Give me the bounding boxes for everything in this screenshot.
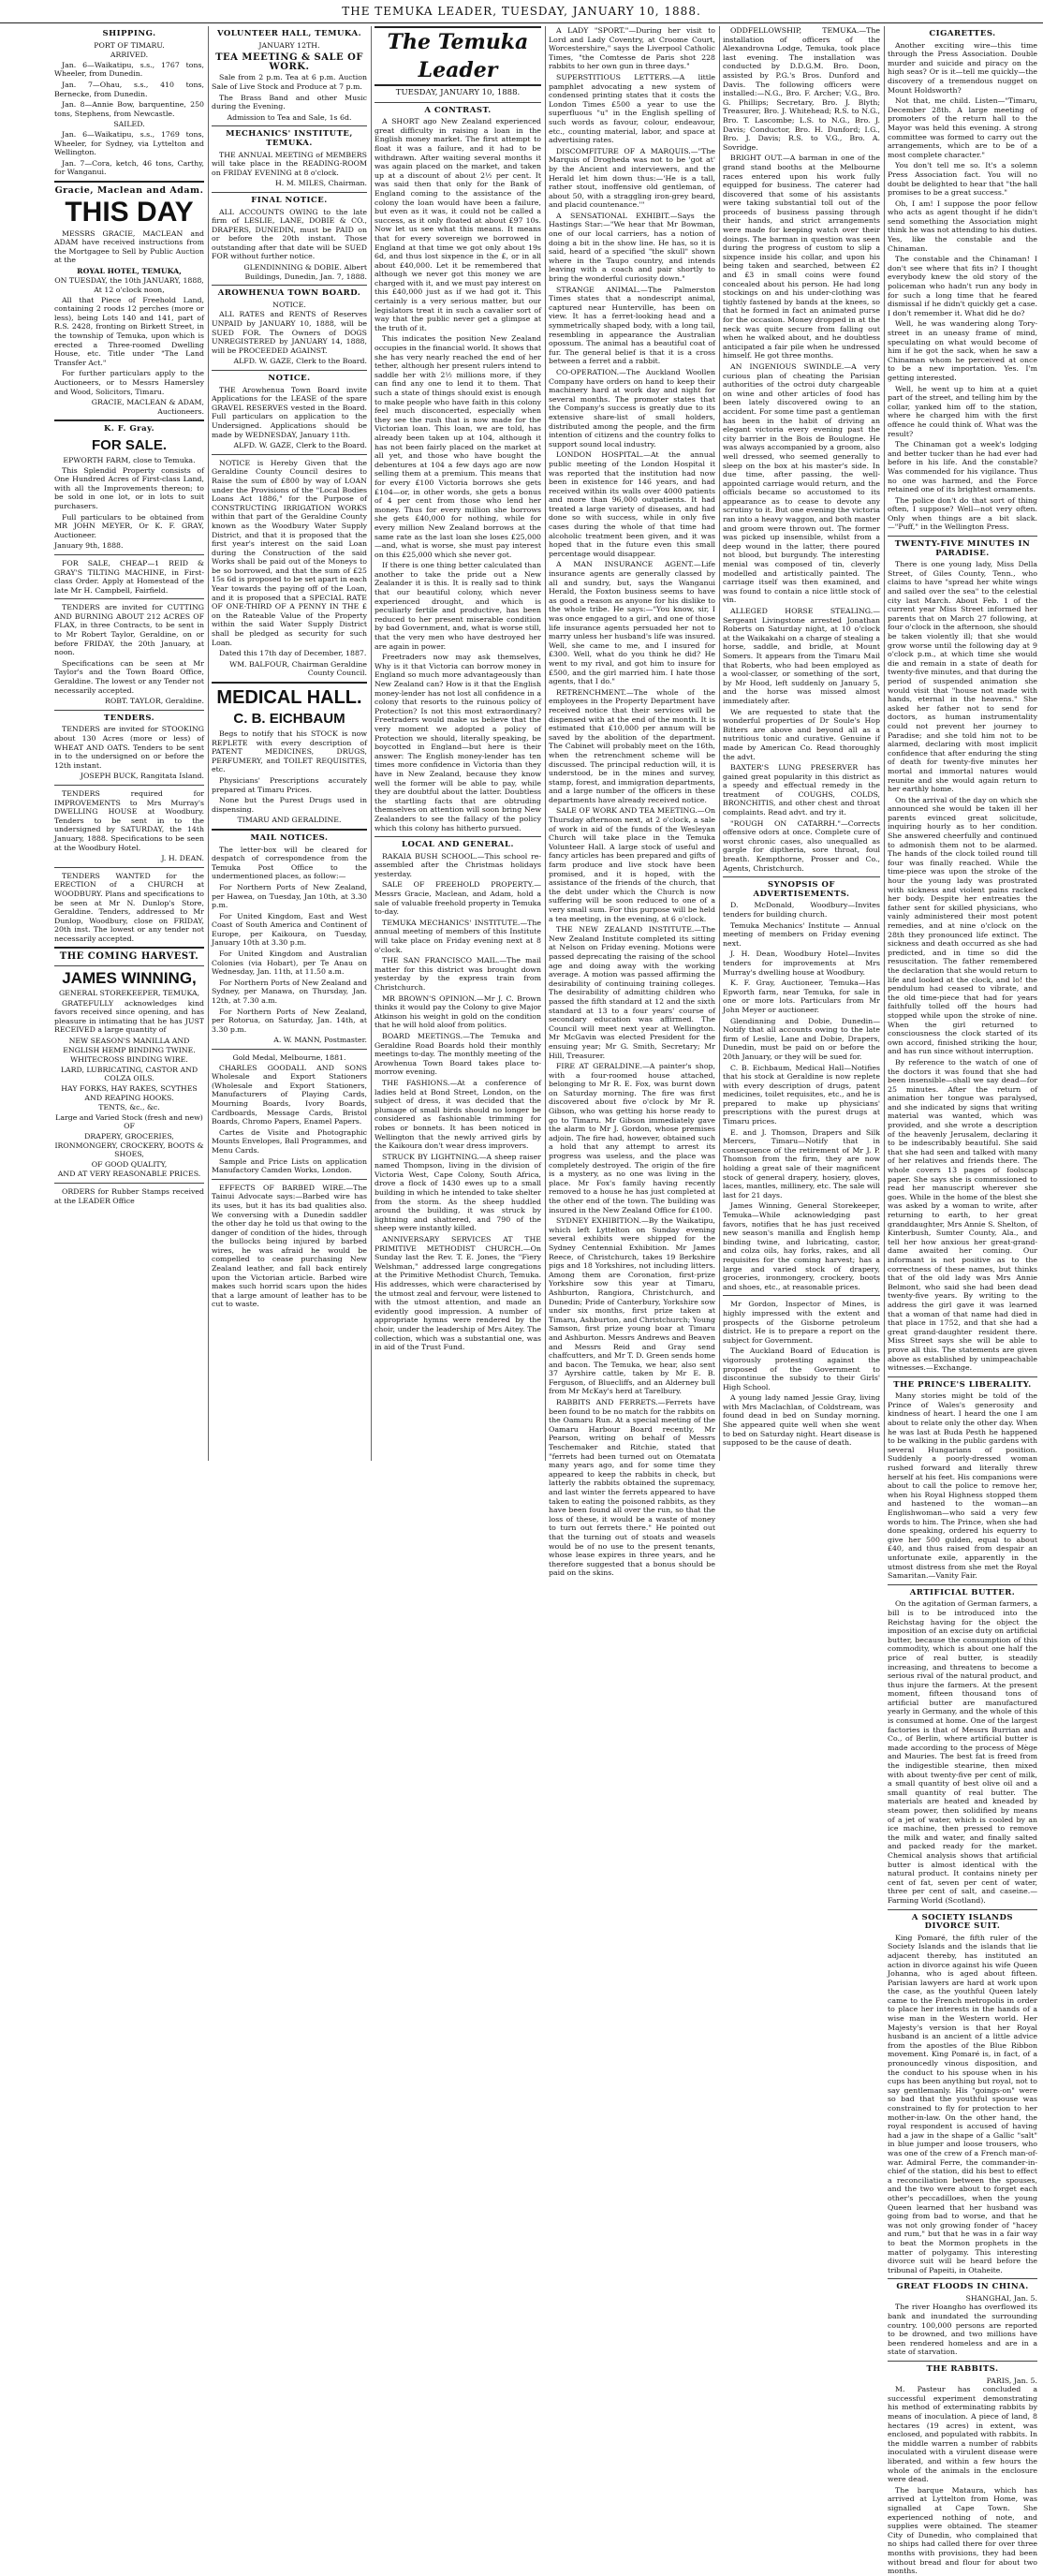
sailing-entry: Jan. 7—Cora, ketch, 46 tons, Carthy, for Wanganui. [54, 158, 204, 177]
floods-paragraph: The river Hoangho has overflowed its bank and inundated the surrounding country. 100,000 persons are reported to be drowned, and two millions have been rendered homeless and are in a state of starvation. [888, 2303, 1037, 2357]
synopsis-heading: SYNOPSIS OF ADVERTISEMENTS. [753, 880, 850, 899]
article-paragraph: This indicates the position New Zealand occupies in the financial world. It shows that she has very nearly reached the end of her tether, although her present rulers intend to saddle her with 2½ millions more, if they can find any one to lend it to them. That such a state of things should exist is enough to make people who have faith in this colony feel much disconcerted, especially when they see the rush that is now made for the Victorian loan. This loan, we are told, has already been taken up at 104, although it has not been fairly placed on the market at all yet, and those who have bought the debentures at 104 a few days ago are now selling them at a premium. This means that for every £100 Victoria borrows she gets £104—or, in other words, she gets a bonus of 4 per cent from those who lend her money. Thus for every million she borrows she gets £40,000 for nothing, while for every million New Zealand borrows at the same rate as the last loan she loses £25,000—and, what is worse, she must pay interest on this £25,000 which she never got. [375, 334, 541, 559]
gold-medal: Gold Medal, Melbourne, 1881. [232, 1053, 346, 1062]
synopsis-item: Temuka Mechanics' Institute — Annual meeting of members on Friday evening next. [723, 920, 880, 948]
column-3 [375, 26, 541, 1461]
prices: AND AT VERY REASONABLE PRICES. [57, 1170, 201, 1179]
firm-heading: Gracie, Maclean and Adam. [54, 184, 204, 196]
mail-entry: For Northern Ports of New Zealand and Sydney, per Manawa, on Thursday, Jan. 12th, at 7.30 a.m. [212, 978, 367, 1006]
synopsis-item: K. F. Gray, Auctioneer, Temuka—Has Epworth farm, near Temuka, for sale in one or more lots. Particulars from Mr John Meyer or auctioneer. [723, 979, 880, 1014]
whitecross: WHITECROSS BINDING WIRE. [70, 1055, 188, 1065]
news-item: FIRE AT GERALDINE.—A painter's shop, with a four-roomed house attached, belonging to Mr R. E. Fox, was burnt down on Saturday morning. The fire was first discovered about five o'clock by Mr R. Gibson, who was getting his horse ready to go to Timaru. Mr Gibson immediately gave the alarm to Mr J. Gordon, whose premises adjoin. The fire had, however, obtained such a hold that any attempt to arrest its progress was useless, and the place was completely destroyed. The origin of the fire is a mystery, as no one was living in the place. Mr Fox's family having recently removed to a house he has just completed at the other end of the town. The building was insured in the New Zealand Office for £100. [549, 1062, 715, 1214]
volunteer-hall: VOLUNTEER HALL, TEMUKA. [216, 29, 362, 38]
news-item: A LADY "SPORT."—During her visit to Lord and Lady Coventry, at Croome Court, Worcestershire," says the Liverpool Catholic Times, "the Comtesse de Paris shot 228 rabbits to her own gun in three days." [549, 26, 715, 71]
cig-paragraph: Not that, me child. Listen—"Timaru, December 28th. A large meeting of promoters of the return hall to the Mayor was held this evening. A strong committee was formed to carry out the arrangements, which are to be of a most complete character." [888, 96, 1037, 159]
news-item: MR BROWN'S OPINION.—Mr J. C. Brown thinks it would pay the Colony to give Major Atkinson his weight in gold on the condition that he will hold aloof from politics. [375, 994, 541, 1030]
news-item: DISCOMFITURE OF A MARQUIS.—"The Marquis of Drogheda was not to be 'got at' by the Ancient and interviewers, and the Herald let him down thus:—'He is a tall, rather stout, inoffensive old gentleman, of about 50, with a straggling iron-grey beard, and placid countenance.'" [549, 146, 715, 210]
farm-apply: Full particulars to be obtained from MR JOHN MEYER, Or K. F. GRAY, Auctioneer. [54, 512, 204, 539]
eich-rx: Physicians' Prescriptions accurately prepared at Timaru Prices. [212, 775, 367, 794]
synopsis-item: D. McDonald, Woodbury—Invites tenders for building church. [723, 901, 880, 919]
contrast-heading: A CONTRAST. [424, 105, 492, 115]
goodall-3: Sample and Price Lists on application Manufactory Camden Works, London. [212, 1156, 367, 1175]
quality: OF GOOD QUALITY, [91, 1159, 168, 1169]
james-text: GRATEFULLY acknowledges kind favors received since opening, and has pleasure in intimating that he has JUST RECEIVED a large quantity of [54, 998, 204, 1035]
news-item: We are requested to state that the wonderful properties of Dr Soule's Hop Bitters are above and beyond all as a nutritious tonic and curative. Genuine if made by American Co. Read thoroughly the advt. [723, 707, 880, 761]
column-5 [723, 26, 880, 1461]
cig-paragraph: Well, he was wandering along Tory-street in an uneasy frame of mind, speculating on what would become of him if he got the sack, when he saw a Chinaman whom he perceived at once to be a new importation. Yes. I'm getting interested. [888, 319, 1037, 382]
mechanics-institute: MECHANICS' INSTITUTE, TEMUKA. [226, 129, 353, 148]
cig-paragraph: The Chinaman got a week's lodging and better tucker than he had ever had before in his life. And the constable? Was commended for his vigilance. Thus no one was harmed, and the Force retained one of its brightest ornaments. [888, 440, 1037, 494]
harvest-heading: THE COMING HARVEST. [59, 951, 199, 963]
twine: NEW SEASON'S MANILLA AND ENGLISH HEMP BINDING TWINE. [63, 1037, 196, 1054]
news-item: ODDFELLOWSHIP, TEMUKA.—The installation of officers of the Alexandrovna Lodge, Temuka, took place last evening. The installation was conducted by D.D.G.M. Bro. Doon, assisted by P.G.'s Bros. Dunford and Davis. The following officers were installed:—N.G., Bro. F. Archer; V.G., Bro. G. Phillips; Secretary, Bro. J. Blyth; Treasurer, Bro. J. Whitehead; R.S. to N.G., Bro. T. Lascombe; L.S. to N.G., Bro. J. Davis; Conductor, Bro. H. Dunford; I.G., Bro. J. Davis; R.S. to V.G., Bro. A. Sovridge. [723, 26, 880, 152]
tenders-stooking-sign: JOSEPH BUCK, Rangitata Island. [80, 772, 204, 781]
rabbits-paragraph: The barque Mataura, which has arrived at Lyttelton from Home, was signalled at Cape Town. She experienced nothing of note, and supplies were obtained. The steamer City of Dunedin, who complained that no ships had called there for over three months with provisions, they had been without bread and flour for about two months. [888, 2485, 1037, 2576]
divorce-paragraph: King Pomaré, the fifth ruler of the Society Islands and the islands that lie adjacent thereby, has instituted an action in divorce against his wife Queen Johanna, who is aged about fifteen. Parisian lawyers are hard at work upon the case, as the youthful Queen lately came to the French metropolis in order to place her interests in the hands of a wise man in the Western world. Her Majesty's version is that her Royal husband is an ancient of a little advice from the apostles of the Blue Ribbon movement. King Pomaré is, in fact, of a pronouncedly vinous disposition, and the conduct to his spouse when in his cups has been anything but royal, not to say gentlemanly. His "goings-on" were so bad that the youthful spouse was constrained to fly for protection to her mother-in-law. On the other hand, the royal respondent is accused of having had a jaw in the shape of a Gallic "salt" in blue jumper and loose trousers, who was one of the crew of a French man-of-war. Admiral Ferre, the commander-in-chief of the station, did his best to effect a reconciliation between the spouses, and the two were about to forget each other's peccadilloes, when the young Queen learned that her husband was going from bad to worse, and that he was not only growing fonder of "hacey and rum," but that he was in a fair way to beat the Mormon prophets in the matter of polygamy. This interesting divorce suit will be heard before the tribunal of Papeiti, in Otaheite. [888, 1933, 1037, 2274]
farm-name: EPWORTH FARM, close to Temuka. [63, 455, 196, 464]
paradise-paragraph: On the arrival of the day on which she announced she would be taken ill her parents evinced great solicitude, inquiring hourly as to her condition. She answered cheerfully and continued to admonish them not to be alarmed. The hands of the clock toiled round till four was finally reached. While the time-piece was upon the stroke of the hour the young lady was prostrated with sickness and violent pains racked her body. Despite her entreaties the father sent for skilled physicians, who vainly administered their most potent remedies, and at nine o'clock on the 28th they pronounced life extinct. The sickness and death occurred as she had predicted, and in time so did the resuscitation. The father remembered the declaration that she would return to life and looked at the clock, and lo! the pendulum had ceased to vibrate, and the old time-piece that had for years faithfully tolled off the hours had stopped while upon the stroke of nine. When the girl returned to consciousness the clock started of its own accord, finished striking the hour, and has run since without interruption. [888, 795, 1037, 1056]
final-text: ALL ACCOUNTS OWING to the late firm of LESLIE, LANE, DOBIE & CO., DRAPERS, DUNEDIN, must be PAID on or before the 20th instant. Those outstanding after that date will be SUED FOR without further notice. [212, 207, 367, 261]
arowhenua-board: AROWHENUA TOWN BOARD. [217, 288, 361, 299]
news-item: CO-OPERATION.—The Auckland Woollen Company have orders on hand to keep their machinery hard at work day and night for several months. The promoter states that the Company's success is greatly due to its extensive share-list of small holders, distributed among the people, and the firm intention of citizens and the country folks to support sound local industry. [549, 367, 715, 449]
sale-date: ON TUESDAY, the 10th JANUARY, 1888, At 12 o'clock noon, [54, 276, 204, 295]
rubber-stamps: ORDERS for Rubber Stamps received at the LEADER Office [54, 1186, 204, 1205]
goodall: CHARLES GOODALL AND SONS Wholesale and Export Stationers (Wholesale and Export Stationers, Manufacturers of Playing Cards, Mourning Boards, Ivory Boards, Cardboards, Message Cards, Bristol Boards, Chromo Papers, Enamel Papers. [212, 1063, 367, 1126]
eichbaum: C. B. EICHBAUM [233, 711, 345, 727]
cig-paragraph: Well, he went up to him at a quiet part of the street, and telling him by the collar, yanked him off to the station, where he charged him with the first offence he could think of. What was the result? [888, 384, 1037, 438]
paradise-paragraph: There is one young lady, Miss Della Street, of Giles County, Tenn., who claims to have "spread her white wings and sailed over the sea" to the celestial city last March. About Feb. 1 of the current year Miss Street informed her parents that on March 27 following, at four o'clock in the afternoon, she should be taken violently ill; that she would grow worse until the following day at 9 o'clock p.m., at which time she would die and remain in a state of death for twenty-five minutes, and that during the period of suspended animation she would visit that "house not made with hands, eternal in the heavens." She asked her father not to send for doctors, as human instrumentality could not prevent her journey to Paradise; and she told him not to be alarmed, declaring with most implicit confidence that after enduring the sting of death for twenty-five minutes her mortal and immortal natures would reunite and she would again return to her earthly home. [888, 560, 1037, 794]
sailed-heading: SAILED. [113, 120, 145, 129]
cig-paragraph: Oh, I am! I suppose the poor fellow who acts as agent thought if he didn't send something the Association might think he was not attending to his duties. Yes, like the constable and the Chinaman. [888, 199, 1037, 253]
sale-text: MESSRS GRACIE, MACLEAN and ADAM have received instructions from the Mortgagee to Sell by Public Auction at the [54, 228, 204, 265]
storekeeper: GENERAL STOREKEEPER, TEMUKA, [58, 989, 200, 998]
news-item: STRANGE ANIMAL.—The Palmerston Times states that a nondescript animal, captured near Hunterville, has been on view. It has a ferret-looking head and a symmetrically shaped body, with a long tail, resembling in appearance the Australian opossum. The animal has a beautiful coat of fur. The general belief is that it is a cross between a ferret and a rabbit. [549, 285, 715, 366]
butter-paragraph: On the agitation of German farmers, a bill is to be introduced into the Reichstag having for the object the imposition of an excise duty on artificial butter, because the consumption of this commodity, which is about one half the price of real butter, is steadily increasing, and threatens to become a serious rival of the natural product, and thus injure the farmers. At the present moment, fifteen thousand tons of artificial butter are manufactured yearly in Germany, and the whole of this is consumed at home. One of the largest factories is that of Messrs Burrian and Co., of Berlin, where artificial butter is made according to the process of Mège and Mauries. The best fat is freed from the indigestible stearine, then mixed with about twenty-five per cent of milk, a small quantity of best olive oil and a small quantity of real butter. The materials are heated and kneaded by steam power, then solidified by means of a jet of water, which is cooled by an ice machine, then pressed to remove the milk and water, and finally salted and packed ready for the market. Chemical analysis shows that artificial butter is almost identical with the natural product. It contains ninety per cent of fat, seven per cent of water, three per cent of salt, and caseine.—Farming World (Scotland). [888, 1599, 1037, 1905]
rabbits-paragraph: M. Pasteur has concluded a successful experiment demonstrating his method of exterminating rabbits by means of inoculation. A piece of land, 8 hectares (19 acres) in extent, was enclosed, and populated with rabbits. In the middle warren a number of rabbits inoculated with a virulent disease were liberated, and within a few hours the whole of the animals in the enclosure were dead. [888, 2385, 1037, 2484]
synopsis-item: E. and J. Thomson, Drapers and Silk Mercers, Timaru—Notify that in consequence of the retirement of Mr J. P. Thomson from the firm, they are now holding a great sale of their magnificent stock of general drapery, hosiery, gloves, laces, mantles, millinery, etc. The sale will last for 21 days. [723, 1127, 880, 1200]
article-paragraph: A SHORT ago New Zealand experienced great difficulty in raising a loan in the English money market. The first attempt to float it was a failure, and it had to be withdrawn. After waiting several months it was again placed on the market, and taken up at a discount of about 2½ per cent. It was said then that only for the Bank of England coming to the assistance of the colony the loan would have been a failure, but even as it was, it could not be called a success, as it only floated at about £97 10s. Now let us see what this means. It means that for every sovereign we borrowed in England at that time we got only about 19s 6d, and thus lost sixpence in the £, or in all about £40,000. Let it be remembered that although we never got this money we are charged with it, and we must pay interest on this £40,000 just as if we had got it. This certainly is a very serious matter, but our legislators treat it in such a cavalier sort of way that the public never get a glimpse at the truth of it. [375, 117, 541, 332]
drapery: DRAPERY, GROCERIES, IRONMONGERY, CROCKERY, BOOTS & SHOES, [54, 1131, 204, 1159]
column-rule [884, 26, 885, 1461]
this-day-heading: THIS DAY [65, 196, 194, 228]
news-item: BAXTER'S LUNG PRESERVER has gained great popularity in this district as a speedy and effectual remedy in the treatment of COUGHS, COLDS, BRONCHITIS, and other chest and throat complaints. Read advt. and try it. [723, 763, 880, 817]
news-item: SYDNEY EXHIBITION.—By the Waikatipu, which left Lyttelton on Sunday evening several exhibits were shipped for the Sydney Centennial Exhibition. Mr James Reece, of Christchurch, takes 19 Berkshire pigs and 18 Yorkshires, not including litters. Among them are Coronation, first-prize Yorkshire sow this year at Timaru, Ashburton, Rangiora, Christchurch, and Dunedin; Pride of Canterbury, Yorkshire sow under six months, first prize taken at Timaru, Ashburton, and Christchurch; Young Samson, first prize young boar at Timaru and Ashburton. Messrs Andrews and Beaven and Messrs Reid and Gray send chaffcutters, and Mr T. D. Green sends home and bacon. The Temuka, we hear, also sent 37 Ayrshire cattle, taken by Mr E. B. Ferguson, of Bluecliffs, and an Alderney bull from Mr McKay's herd at Tarelbury. [549, 1216, 715, 1396]
final-sign: GLENDINNING & DOBIE. Albert Buildings, Dunedin, Jan. 7, 1888. [243, 263, 367, 281]
synopsis-item: C. B. Eichbaum, Medical Hall—Notifies that his stock at Geraldine is now replete with every description of drugs, patent medicines, toilet requisites, etc., and he is prepared to make up physicians' prescriptions with the purest drugs at Timaru prices. [723, 1063, 880, 1126]
mail-sign: A. W. MANN, Postmaster. [273, 1036, 367, 1045]
tents: TENTS, &c., &c. [98, 1103, 160, 1112]
oils: LARD, LUBRICATING, CASTOR AND COLZA OILS. [60, 1065, 198, 1083]
rabbits-heading: THE RABBITS. [926, 2364, 999, 2375]
farm-text: This Splendid Property consists of One Hundred Acres of First-class Land, with all the Improvements thereon; to be sold in one lot, or in lots to suit purchasers. [54, 465, 204, 510]
lease-text: THE Arowhenua Town Board invite Applications for the LEASE of the spare GRAVEL RESERVES vested in the Board. Full particulars on application to the Undersigned. Applications should be made by WEDNESDAY, January 11th. [212, 385, 367, 439]
mail-notices: MAIL NOTICES. [250, 832, 329, 843]
tea-text: Sale from 2 p.m. Tea at 6 p.m. Auction Sale of Live Stock and Produce at 7 p.m. [212, 73, 367, 91]
notice-heading-2: NOTICE. [268, 374, 311, 383]
tenders-heading: TENDERS. [103, 713, 155, 723]
floods-dateline: SHANGHAI, Jan. 5. [965, 2293, 1037, 2303]
farm-date: January 9th, 1888. [54, 541, 124, 551]
news-item: Mr Gordon, Inspector of Mines, is highly impressed with the extent and prospects of the Gisborne petroleum district. He is to prepare a report on the subject for Government. [723, 1300, 880, 1345]
rates-text: ALL RATES and RENTS of Reserves UNPAID by JANUARY 10, 1888, will be SUED FOR. The Owners of DOGS UNREGISTERED by JANUARY 14, 1888, will be PROCEEDED AGAINST. [212, 310, 367, 355]
synopsis-item: James Winning, General Storekeeper, Temuka—While acknowledging past favors, notifies that he has just received new season's manilla and English hemp binding twine, and lubricating, castor, and colza oils, hay forks, rakes, and all requisites for the coming harvest; has a large and varied stock of drapery, groceries, ironmongery, crockery, boots and shoes, etc., at reasonable prices. [723, 1201, 880, 1291]
notice-heading: NOTICE. [272, 300, 306, 309]
tea-meeting: TEA MEETING & SALE OF WORK. [215, 52, 363, 72]
gray-heading: K. F. Gray. [103, 424, 155, 434]
mail-entry: For Northern Ports of New Zealand, per Hawea, on Tuesday, Jan 10th, at 3.30 p.m. [212, 882, 367, 910]
mech-text: THE ANNUAL MEETING of MEMBERS will take place in the READING-ROOM on FRIDAY EVENING at 8 o'clock. [212, 150, 367, 177]
arrival-entry: Jan. 7—Ohau, s.s., 410 tons, Bernecke, from Dunedin. [54, 80, 204, 98]
gaze-sign: ALFD. W. GAZE, Clerk to the Board. [233, 357, 367, 366]
cig-paragraph: You don't tell me so. It's a solemn Press Association fact. You will no doubt be delighted to hear that "the hall promises to be a great success." [888, 161, 1037, 198]
tea-admission: Admission to Tea and Sale, 1s 6d. [227, 112, 352, 122]
synopsis-item: J. H. Dean, Woodbury Hotel—Invites tenders for improvements at Mrs Murray's dwelling house at Woodbury. [723, 949, 880, 977]
paper-date: TUESDAY, JANUARY 10, 1888. [395, 88, 521, 97]
cigarettes-heading: CIGARETTES. [929, 29, 996, 38]
masthead: THE TEMUKA LEADER, TUESDAY, JANUARY 10, 1888. [0, 0, 1043, 23]
cig-paragraph: The police don't do that sort of thing often, I suppose? Well—not very often. Only when things are a bit slack.—"Puff," in the Wellington Press. [888, 495, 1037, 532]
prince-heading: THE PRINCE'S LIBERALITY. [893, 1379, 1032, 1390]
synopsis-item: Glendinning and Dobie, Dunedin—Notify that all accounts owing to the late firm of Leslie, Lane and Dobie, Drapers, Dunedin, must be paid on or before the 20th January, or they will be sued for. [723, 1016, 880, 1061]
column-1 [54, 26, 204, 1461]
tenders-flax-sign: ROBT. TAYLOR, Geraldine. [105, 697, 204, 706]
cig-paragraph: The constable and the Chinaman! I don't see where that fits in? I thought everybody knew the old story of the policeman who hadn't run any body in for such a long time that he feared dismissal if he didn't quickly get a case. I don't remember it. What did he do? [888, 255, 1037, 317]
paradise-paragraph: By reference to the watch of one of the doctors it was found that she had been insensible—shall we say dead—for 25 minutes. After the return of animation her tongue was paralysed, and she indicated by signs that writing material was wanted, which was provided, and she wrote a description of the heavenly Jerusalem, declaring it to be indescribably beautiful. She said that she had seen and talked with many of her relatives and friends there. The whole covers 13 pages of foolscap paper. She says she is commissioned to read her manuscript wherever she goes. While in the home of the blest she was asked by a woman to write, after returning to earth, to her great granddaughter, Mrs Annie S. Shelton, of Kinterbush, Sumter County, Ala., and tell her how anxious her great-grand-dame awaited her coming. Our informant is not positive as to the correctness of these names, but thinks that of the old lady was Mrs Annie Belmont, who said she had been dead twenty-five years. By writing to the address the girl gave it was learned that a woman of that name had died in that place in 1752, and that she had a great grand-daughter resident there. Miss Street says she will be able to prove all this. The statements are given above as established by unimpeachable witnesses.—Exchange. [888, 1057, 1037, 1373]
barbed-wire: EFFECTS OF BARBED WIRE.—The Tainui Advocate says:—Barbed wire has its uses, but it has its bad qualities also. We conversing with a Dunedin saddler the other day he told us that owing to the danger of condition of the hides, through the bullocks being injured by barbed wires, he was afraid he would be compelled to cease purchasing New Zealand leather, and fall back entirely upon the Victorian article. Barbed wire makes such horrid scars upon the hides that a large amount of leather has to be cut to waste. [212, 1183, 367, 1309]
loan-sign: WM. BALFOUR, Chairman Geraldine County Council. [229, 659, 367, 678]
news-item: A SENSATIONAL EXHIBIT.—Says the Hastings Star:—"We hear that Mr Bowman, one of our local carriers, has a notion of doing a bit in the show line. He has, so it is said, heard of a specified "the skull" shown where in the Taupo country, and intends leaving with a coach and pair shortly to bring the wonderful curiosity down." [549, 211, 715, 284]
news-item: SALE OF WORK AND TEA MEETING.—On Thursday afternoon next, at 2 o'clock, a sale of work in aid of the funds of the Wesleyan Church will take place in the Temuka Volunteer Hall. A large stock of useful and fancy articles has been prepared and gifts of farm produce and live stock have been promised, and it is hoped, with the assistance of the friends of the church, that the debt under which the Church is now suffering will be soon reduced to one of a very small sum. For this purpose will be held a tea meeting, in the evening, at 6 o'clock. [549, 806, 715, 923]
james-winning: JAMES WINNING, [62, 969, 197, 988]
news-item: AN INGENIOUS SWINDLE.—A very curious plan of cheating the Parisian authorities of the octroi duty chargeable on wine and other articles of food has been lately discovered owing to an accident. For some time past a gentleman has been in the habit of driving an elegant victoria every evening past the city barrier in the Bois de Boulogne. He was always accompanied by a groom, also well dressed, who seemed generally to sleep on the box at his master's side. In due time, after passing, the well-appointed carriage would return, and the officials became so accustomed to its appearance as to cease to devote any scrutiny to it. But one evening the victoria ran into a heavy waggon, and both master and groom were thrown out. The former was picked up insensible, whilst from a deep wound in the latter, there poured not blood, but burgundy. The interesting menial was composed of tin, cleverly modelled and artistically painted. The carriage itself was then examined, and was found to contain a nice little stock of vin. [723, 361, 880, 605]
mail-entry: For Northern Ports of New Zealand, per Rotorua, on Saturday, Jan. 14th, at 3.30 p.m. [212, 1007, 367, 1034]
tenders-church: TENDERS WANTED for the ERECTION of a CHURCH at WOODBURY. Plans and specifications to be seen at Mr N. Dunlop's Store, Geraldine. Tenders, addressed to Mr Dunlop, Woodbury, close on FRIDAY, 20th inst. The lowest or any tender not necessarily accepted. [54, 871, 204, 943]
for-sale-heading: FOR SALE. [91, 436, 167, 453]
tenders-improvements: TENDERS required for IMPROVEMENTS to Mrs Murray's DWELLING HOUSE at Woodbury. Tenders to be sent in to the undersigned by SATURDAY, the 14th January, 1888. Specifications to be seen at the Woodbury Hotel. [54, 788, 204, 852]
arrival-entry: Jan. 8—Annie Bow, barquentine, 250 tons, Stephens, from Newcastle. [54, 100, 204, 118]
column-rule [371, 26, 372, 1461]
tea-band: The Brass Band and other Music during the Evening. [212, 93, 367, 111]
divorce-heading: A SOCIETY ISLANDS DIVORCE SUIT. [911, 1912, 1014, 1932]
column-4 [549, 26, 715, 1578]
arrived-heading: ARRIVED. [110, 51, 149, 60]
tenders-flax-2: Specifications can be seen at Mr Taylor's and the Town Board Office, Geraldine. The lowest or any Tender not necessarily accepted. [54, 658, 204, 695]
rabbits-dateline: PARIS, Jan. 5. [986, 2376, 1037, 2385]
news-item: SUPERSTITIOUS LETTERS.—A little pamphlet advocating a new system of condensed printing states that it costs the London Times £500 a year to use the superfluous "u" in the English spelling of such words as favour, colour, endeavour, etc., counting material, labor, and space at advertising rates. [549, 72, 715, 145]
paper-title: The Temuka Leader [375, 26, 541, 86]
news-item: SALE OF FREEHOLD PROPERTY.—Messrs Gracie, Maclean, and Adam, hold a sale of valuable freehold property in Temuka to-day. [375, 880, 541, 917]
news-item: RAKAIA BUSH SCHOOL.—This school re-assembled after the Christmas holidays yesterday. [375, 851, 541, 878]
paradise-heading: TWENTY-FIVE MINUTES IN PARADISE. [894, 539, 1031, 558]
news-item: ANNIVERSARY SERVICES AT THE PRIMITIVE METHODIST CHURCH.—On Sunday last the Rev. T. E. Jones, the "Fiery Welshman," addressed large congregations at the Primitive Methodist Church, Temuka. His addresses, which were characterised by the utmost zeal and fervour, were listened to with the utmost attention, and made an evidently good impression. A number of appropriate hymns were rendered by the choir, under the leadership of Mrs Aitey. The collection, which was a substantial one, was in aid of the Trust Fund. [375, 1235, 541, 1352]
loan-text: NOTICE is Hereby Given that the Geraldine County Council desires to Raise the sum of £800 by way of LOAN under the Provisions of the "Local Bodies Loans Act 1886," for the Purpose of CONSTRUCTING IRRIGATION WORKS within that part of the Geraldine County known as the Woodbury Water Supply District, and that it is proposed that the first year's interest on the said Loan during the Construction of the said Works shall be paid out of the Moneys to be so borrowed, and that the sum of £25 15s 6d is proposed to be set apart in each Year towards the paying off of the Loan, and it is proposed that a SPECIAL RATE OF ONE-THIRD OF A PENNY IN THE £ on the Rateable Value of the Property within the said Water Supply District shall be pledged as security for such Loan. [212, 458, 367, 647]
news-item: THE SAN FRANCISCO MAIL.—The mail matter for this district was brought down yesterday by the express train from Christchurch. [375, 956, 541, 992]
cheap-sale: FOR SALE, CHEAP—1 REID & GRAY'S TILTING MACHINE, in First-class Order. Apply at Homestead of the late Mr H. Campbell, Fairfield. [54, 558, 204, 595]
article-paragraph: If there is one thing better calculated than another to take the pride out a New Zealander it is this. It is really sad to think that our beautiful colony, which never experienced drought, and which is peculiarly fertile and productive, has been reduced to her present miserable condition by bad Government, and, what is worse still, that the very men who have destroyed her are again in power. [375, 561, 541, 651]
news-item: "ROUGH ON CATARRH."—Corrects offensive odors at once. Complete cure of worst chronic cases, also unequalled as gargle for diptheria, sore throat, foul breath. Kempthorne, Prosser and Co., Agents, Christchurch. [723, 818, 880, 873]
news-item: THE FASHIONS.—At a conference of ladies held at Bond Street, London, on the subject of dress, it was decided that the plumage of small birds should no longer be considered as fashionable trimming for robes or bonnets. It has been noticed in Wellington that the newly arrived girls by the Kaikoura don't wear dress improvers. [375, 1078, 541, 1151]
eich-drugs: None but the Purest Drugs used in dispensing. [212, 796, 367, 814]
stock: Large and Varied Stock (fresh and new) OF [55, 1112, 203, 1131]
news-item: A MAN INSURANCE AGENT.—Life insurance agents are generally classed by all and sundry, but, says the Wanganui Herald, the Foxton business seems to have as good a reason as anyone for his dislike to the whole tribe. He says:—"You know, sir, I was once engaged to a girl, and one of those life insurance agents persuaded her not to marry unless her husband's life was insured. Well, she came to me, and I insured for £300. Well, what do you think he did? He went to my rival, and got him to insure for £500, and the girl married him. I hate those agents, that I do." [549, 560, 715, 686]
mail-entry: For United Kingdom, East and West Coast of South America and Continent of Europe, per Kaikoura, on Tuesday, January 10th at 3.30 p.m. [212, 911, 367, 948]
news-item: RETRENCHMENT.—The whole of the employees in the Property Department have received notice that their services will be dispensed with at the end of the month. It is estimated that £10,000 per annum will be saved by the abolition of the department. The Cabinet will probably meet on the 16th, when the retrenchment scheme will be discussed. The principal reduction will, it is understood, be in the mines and survey, stamp, forest, and immigration departments, and a large number of the officers in these departments have already received notice. [549, 687, 715, 804]
loan-date: Dated this 17th day of December, 1887. [219, 649, 367, 658]
news-item: BRIGHT OUT.—A barman in one of the grand stand booths at the Melbourne races entered upon his work fully equipped for business. The caterer had discovered that some of his assistants were taking substantial toll out of the proceeds of business passing through their hands, and strict arrangements were made for keeping watch over their doings. The barman in question was seen during the progress of custom to slip a sixpence inside his collar, and upon his being taken and searched, between £2 and £3 in small coins were found concealed about his person. He had long stockings on and his under-clothing was tightly fastened by bands at the knees, so that he formed in fact an animated purse for the occasion. Money dropped in at the neck was quite secure from falling out when he walked about, and he doubtless anticipated a fair pile when he undressed himself. He got three months. [723, 154, 880, 361]
eich-place: TIMARU AND GERALDINE. [237, 816, 342, 825]
mail-text: The letter-box will be cleared for despatch of correspondence from the Temuka Post Office to the undermentioned places, as follow:— [212, 845, 367, 881]
news-item: ALLEGED HORSE STEALING.—Sergeant Livingstone arrested Jonathan Roberts on Saturday night, at 10 o'clock at the Waikakahi on a charge of stealing a horse, saddle, and bridle, at Mount Somers. It appears from the Timaru Mail that Roberts, who had been employed as a wool-classer, or something of the sort, by Mr Hood, left suddenly on January 5, and the horse was missed almost immediately after. [723, 607, 880, 705]
medical-hall: MEDICAL HALL. [216, 687, 362, 708]
prince-paragraph: Many stories might be told of the Prince of Wales's generosity and kindness of heart. I heard the one I am about to relate only the other day. When he was last at Buda Pesth he happened to be walking in the public gardens with several Hungarians of position. Suddenly a poorly-dressed woman rushed forward and literally threw herself at his feet. His companions were about to call the police to remove her, when his Royal Highness stopped them and hastened to the woman—an Englishwoman—who said a very few words to him. The Prince, when she had done speaking, ordered his equerry to give her 500 gulden, equal to about £40, and thus raised from despair an unfortunate exile, apparently in the utmost distress from she met the Royal Samaritan.—Vanity Fair. [888, 1391, 1037, 1581]
jan-12: JANUARY 12TH. [258, 40, 320, 50]
shipping-heading: SHIPPING. [102, 29, 156, 38]
hotel-name: ROYAL HOTEL, TEMUKA, [77, 266, 182, 275]
tenders-flax: TENDERS are invited for CUTTING AND BURNING ABOUT 212 ACRES OF FLAX, in three Contracts, to be sent in to Mr Robert Taylor, Geraldine, on or before FRIDAY, the 20th January, at noon. [54, 603, 204, 657]
sale-body: All that Piece of Freehold Land, containing 2 roods 12 perches (more or less), being Lots 140 and 141, part of R.S. 2428, fronting on Birkett Street, in the township of Temuka, upon which is erected a Three-roomed Dwelling House, etc. Title under "The Land Transfer Act." [54, 295, 204, 367]
sailing-entry: Jan. 6—Waikatipu, s.s., 1769 tons, Wheeler, for Sydney, via Lyttelton and Wellington. [54, 129, 204, 157]
floods-heading: GREAT FLOODS IN CHINA. [896, 2282, 1029, 2292]
news-item: RABBITS AND FERRETS.—Ferrets have been found to be no match for the rabbits on the Oamaru Run. At a special meeting of the Oamaru Harbour Board recently, Mr Pearson, writing on behalf of Messrs Teschemaker and Ritchie, stated that "ferrets had been turned out on Otematata many years ago, and for some time they appeared to keep the rabbits in check, but latterly the rabbits obtained the supremacy, and last winter the ferrets appeared to have taken to eating the poisoned rabbits, as they have been found all over the run, so that the loss of these, it would be a waste of money to turn out ferrets there." He pointed out that the turning out of stoats and weasels would be of no use to the present tenants, whose lease expires in three years, and he therefore suggested that a bonus should be paid on the skins. [549, 1398, 715, 1578]
column-rule [208, 26, 209, 1461]
news-item: LONDON HOSPITAL.—At the annual public meeting of the London Hospital it was reported that the institution had now been in existence for 146 years, and had received within its walls over 4000 patients and more than 96,000 outpatients. It had treated a large variety of diseases, and had done so with success, while in only five cases during the whole of that time had alcoholic treatment been given, and it was hoped that in the future even this small percentage would disappear. [549, 450, 715, 558]
column-rule [545, 26, 546, 1461]
news-item: A young lady named Jessie Gray, living with Mrs Maclachlan, of Coldstream, was found dead in bed on Sunday morning. She appeared quite well when she went to bed on Saturday night. Heart disease is supposed to be the cause of death. [723, 1393, 880, 1448]
sale-particulars: For further particulars apply to the Auctioneers, or to Messrs Hamersley and Wood, Solicitors, Timaru. [54, 369, 204, 396]
news-item: The Auckland Board of Education is vigorously protesting against the proposed of the Government to discontinue the subsidy to their Girls' High School. [723, 1347, 880, 1391]
cig-paragraph: Another exciting wire—this time through the Press Association. Double murder and suicide and piracy on the high seas? Or is it—tell me quickly—the discovery of a tremendous nugget on Mount Holdsworth? [888, 40, 1037, 95]
news-item: STRUCK BY LIGHTNING.—A sheep raiser named Thompson, living in the division of Victoria West, Cape Colony, South Africa, drove a flock of 1430 ewes up to a small building in which he intended to take shelter from the storm. As the sheep huddled around the building, it was struck by lightning and shattered, and 790 of the sheep were instantly killed. [375, 1152, 542, 1233]
column-6 [888, 26, 1037, 2576]
goodall-2: Cartes de Visite and Photographic Mounts Envelopes, Ball Programmes, and Menu Cards. [212, 1127, 367, 1155]
news-item: THE NEW ZEALAND INSTITUTE.—The New Zealand Institute completed its sitting at Nelson on Friday evening. Motions were passed deprecating the raising of the school age and doing away with the working average. A motion was passed affirming the desirability of continuing training colleges. The desirability of admitting children who passed the fifth standard at 12 and the sixth standard at 13 to a four years' course of secondary education was affirmed. The Council will meet next year at Wellington. Mr McGavin was elected President for the ensuing year; Mr G. Smith, Secretary; Mr Hill, Treasurer. [549, 925, 715, 1060]
news-item: TEMUKA MECHANICS' INSTITUTE.—The annual meeting of members of this Institute will take place on Friday evening next at 8 o'clock. [375, 918, 541, 954]
final-notice: FINAL NOTICE. [251, 195, 328, 205]
hay-forks: HAY FORKS, HAY RAKES, SCYTHES AND REAPING HOOKS. [61, 1084, 198, 1102]
column-rule [719, 26, 720, 1461]
eich-text: Begs to notify that his STOCK is now REPLETE with every description of PATENT MEDICINES, DRUGS, PERFUMERY, and TOILET REQUISITES, etc. [212, 729, 367, 774]
mail-entry: For United Kingdom and Australian Colonies (via Hobart), per Te Anau on Wednesday, Jan. 11th, at 11.50 a.m. [212, 949, 367, 977]
local-heading: LOCAL AND GENERAL. [402, 840, 514, 850]
mech-sign: H. M. MILES, Chairman. [274, 179, 367, 188]
news-item: BOARD MEETINGS.—The Temuka and Geraldine Road Boards hold their monthly meetings to-day. The monthly meeting of the Arowhenua Town Board takes place to-morrow evening. [375, 1031, 541, 1077]
butter-heading: ARTIFICIAL BUTTER. [909, 1587, 1016, 1597]
port-heading: PORT OF TIMARU. [94, 40, 165, 50]
gaze-sign-2: ALFD. W. GAZE, Clerk to the Board. [233, 441, 367, 450]
arrival-entry: Jan. 6—Waikatipu, s.s., 1767 tons, Wheeler, from Dunedin. [54, 60, 204, 79]
tenders-stooking: TENDERS are invited for STOOKING about 130 Acres (more or less) of WHEAT AND OATS. Tenders to be sent in to the undersigned on or before the 12th instant. [54, 725, 204, 770]
sale-signature: GRACIE, MACLEAN & ADAM, Auctioneers. [91, 398, 204, 416]
tenders-improvements-sign: J. H. DEAN. [161, 854, 204, 863]
column-2 [212, 26, 367, 1461]
article-paragraph: Freetraders now may ask themselves, Why is it that Victoria can borrow money in England so much more advantageously than New Zealand can? How is it that the English money-lender has not lost all confidence in a colony that resorts to the ruinous policy of Protection? Is not this most extraordinary? Freetraders would make us believe that the very moment we adopted a policy of Protection we should, literally speaking, be boycotted in England—but here is their answer: The English money-lender has ten times more confidence in Victoria than they have in New Zealand, because they know well the former will be able to pay, while they are doubtful about the latter. Doubtless the startling facts that are obtruding themselves on attention will soon bring New Zealanders to see the fallacy of the policy which this colony has hitherto pursued. [375, 653, 541, 832]
